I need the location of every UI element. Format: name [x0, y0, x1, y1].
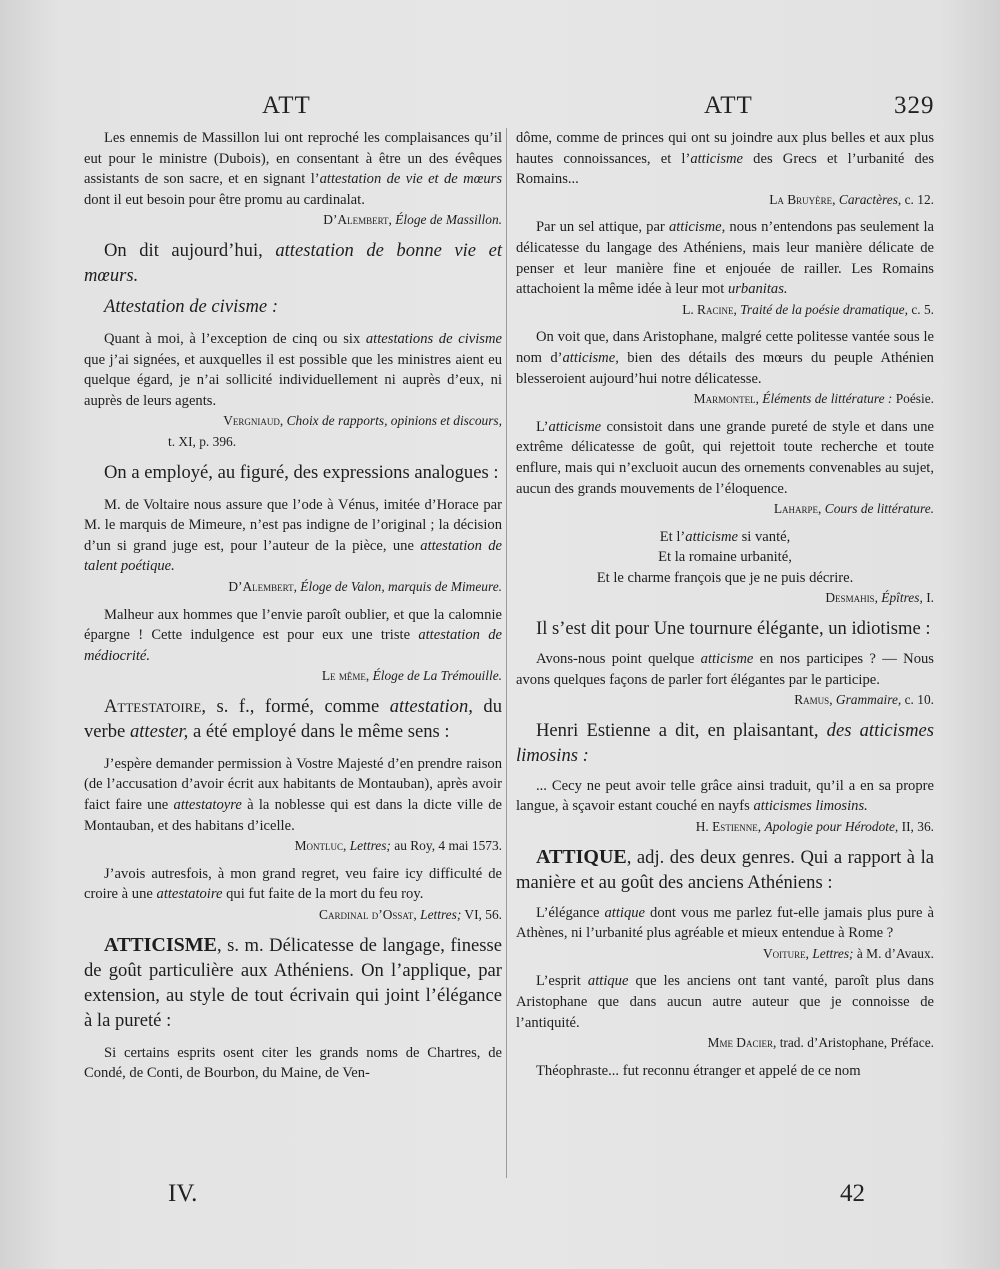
- verse-quotation: [516, 527, 934, 589]
- definition-paragraph: Il s’est dit pour Une tournure élégante, un idiotisme :: [536, 618, 931, 640]
- definition-paragraph: Attestation de civisme :: [104, 295, 279, 317]
- citation: Vergniaud, Choix de rapports, opinions et discours,: [223, 413, 502, 429]
- quotation: Si certains esprits osent citer les grands noms de Chartres, de Condé, de Conti, de Bourbon, du Maine, de Ven-: [84, 1044, 502, 1082]
- verse-line: Et l’atticisme si vanté,: [659, 528, 791, 545]
- citation: L. Racine, Traité de la poésie dramatique, c. 5.: [682, 301, 934, 317]
- quotation: dôme, comme de princes qui ont su joindre aux plus belles et aux plus hautes connoissances, et l’atticisme des Grecs et l’urbanité des Romains...: [516, 130, 934, 188]
- quotation: On voit que, dans Aristophane, malgré cette politesse vantée sous le nom d’atticisme, bien des détails des mœurs du peuple Athénien blesseroient aujourd’hui notre délicatesse.: [516, 329, 934, 387]
- citation: D’Alembert, Éloge de Massillon.: [323, 212, 502, 228]
- right-column: [516, 128, 934, 1081]
- quotation: J’espère demander permission à Vostre Majesté d’en prendre raison (de l’accusation d’avoir écrit aux habitants de Montauban), après avoir faict faire une attestatoyre à la noblesse qui est dans la dicte ville de Montauban, et des habitans d’icelle.: [84, 755, 502, 834]
- citation: Marmontel, Éléments de littérature : Poésie.: [693, 391, 934, 407]
- definition-paragraph: Henri Estienne a dit, en plaisantant, des atticismes limosins :: [516, 719, 934, 766]
- page-number: 329: [894, 92, 935, 119]
- running-head-left: ATT: [262, 92, 311, 119]
- headword: ATTICISME: [104, 933, 217, 956]
- quotation: Les ennemis de Massillon lui ont reproché les complaisances qu’il eut pour le ministre (Dubois), en consentant à être un des évêques assistants de son sacre, et en signant l’attestation de vie et de mœurs dont il eut besoin pour être promu au cardinalat.: [84, 130, 502, 208]
- quotation: Par un sel attique, par atticisme, nous n’entendons pas seulement la délicatesse du langage des Athéniens, mais leur manière délicate de penser et leur manière fine et enjouée de railler. Les Romains attachoient la même idée à leur mot urbanitas.: [516, 219, 935, 298]
- quotation: L’atticisme consistoit dans une grande pureté de style et dans une extrême délicatesse de goût, qui rejettoit toute recherche et toute enflure, mais qui n’excluoit aucun des ornements convenables au sujet, aucun des grands mouvements de l’éloquence.: [516, 418, 934, 497]
- citation: Desmahis, Épîtres, I.: [825, 590, 934, 606]
- citation: Le même, Éloge de La Trémouille.: [321, 668, 502, 684]
- sheet-number: 42: [840, 1180, 865, 1207]
- quotation: Théophraste... fut reconnu étranger et appelé de ce nom: [536, 1062, 861, 1079]
- citation: La Bruyère, Caractères, c. 12.: [769, 191, 934, 207]
- quotation: L’élégance attique dont vous me parlez fut-elle jamais plus pure à Athènes, ni l’urbanité plus agréable et mieux entendue à Rome ?: [516, 904, 934, 942]
- quotation: Quant à moi, à l’exception de cinq ou six attestations de civisme que j’ai signées, et auxquelles il est possible que les ministres aient eu quelque égard, je n’ai sollicité individuellement ni auprès d’eux, ni auprès de leurs agents.: [84, 330, 502, 409]
- running-head-right: ATT: [704, 92, 753, 119]
- quotation: L’esprit attique que les anciens ont tant vanté, paroît plus dans Aristophane que dans aucun autre auteur que je connoisse de l’antiquité.: [516, 973, 934, 1031]
- quotation: J’avois autresfois, à mon grand regret, veu faire icy difficulté de croire à une attestatoire qui fut faite de la mort du feu roy.: [84, 865, 502, 903]
- headword: ATTIQUE: [536, 845, 627, 868]
- quotation: Malheur aux hommes que l’envie paroît oublier, et que la calomnie épargne ! Cette indulgence est pour eux une triste attestation de médiocrité.: [84, 606, 502, 664]
- quotation: ... Cecy ne peut avoir telle grâce ainsi traduit, qu’il a en sa propre langue, à sçavoir estant couché en nayfs atticismes limosins.: [516, 777, 934, 815]
- left-column: [84, 128, 502, 1084]
- citation: Ramus, Grammaire, c. 10.: [794, 692, 934, 708]
- citation: H. Estienne, Apologie pour Hérodote, II, 36.: [695, 819, 934, 835]
- verse-line: Et le charme françois que je ne puis décrire.: [596, 569, 854, 586]
- entry-attestatoire: Attestatoire, s. f., formé, comme attestation, du verbe attester, a été employé dans le même sens :: [84, 695, 502, 742]
- citation: Cardinal d’Ossat, Lettres; VI, 56.: [319, 907, 502, 923]
- signature-mark: IV.: [168, 1180, 198, 1207]
- quotation: Avons-nous point quelque atticisme en nos participes ? — Nous avons quelques façons de parler fort élégantes par le participe.: [516, 651, 934, 688]
- citation: Montluc, Lettres; au Roy, 4 mai 1573.: [294, 838, 502, 854]
- entry-attique: ATTIQUE, adj. des deux genres. Qui a rapport à la manière et au goût des anciens Athéniens :: [516, 845, 934, 893]
- citation: Laharpe, Cours de littérature.: [773, 501, 934, 517]
- citation: Voiture, Lettres; à M. d’Avaux.: [762, 945, 934, 961]
- verse-line: Et la romaine urbanité,: [658, 549, 792, 566]
- column-divider: [506, 128, 507, 1178]
- definition-paragraph: On dit aujourd’hui, attestation de bonne vie et mœurs.: [84, 239, 502, 286]
- definition-paragraph: On a employé, au figuré, des expressions analogues :: [104, 461, 499, 483]
- citation: Mme Dacier, trad. d’Aristophane, Préface.: [707, 1035, 934, 1051]
- quotation: M. de Voltaire nous assure que l’ode à Vénus, imitée d’Horace par M. le marquis de Mimeure, n’est pas indigne de l’original ; la décision d’un si grand juge est, pour l’auteur de la pièce, une attestation de talent poétique.: [84, 496, 502, 575]
- citation: D’Alembert, Éloge de Valon, marquis de Mimeure.: [228, 578, 502, 594]
- entry-atticisme: ATTICISME, s. m. Délicatesse de langage, finesse de goût particulière aux Athéniens. On l’applique, par extension, au style de tout écrivain qui joint l’élégance à la pureté :: [84, 933, 502, 1031]
- citation-ref: t. XI, p. 396.: [168, 433, 237, 449]
